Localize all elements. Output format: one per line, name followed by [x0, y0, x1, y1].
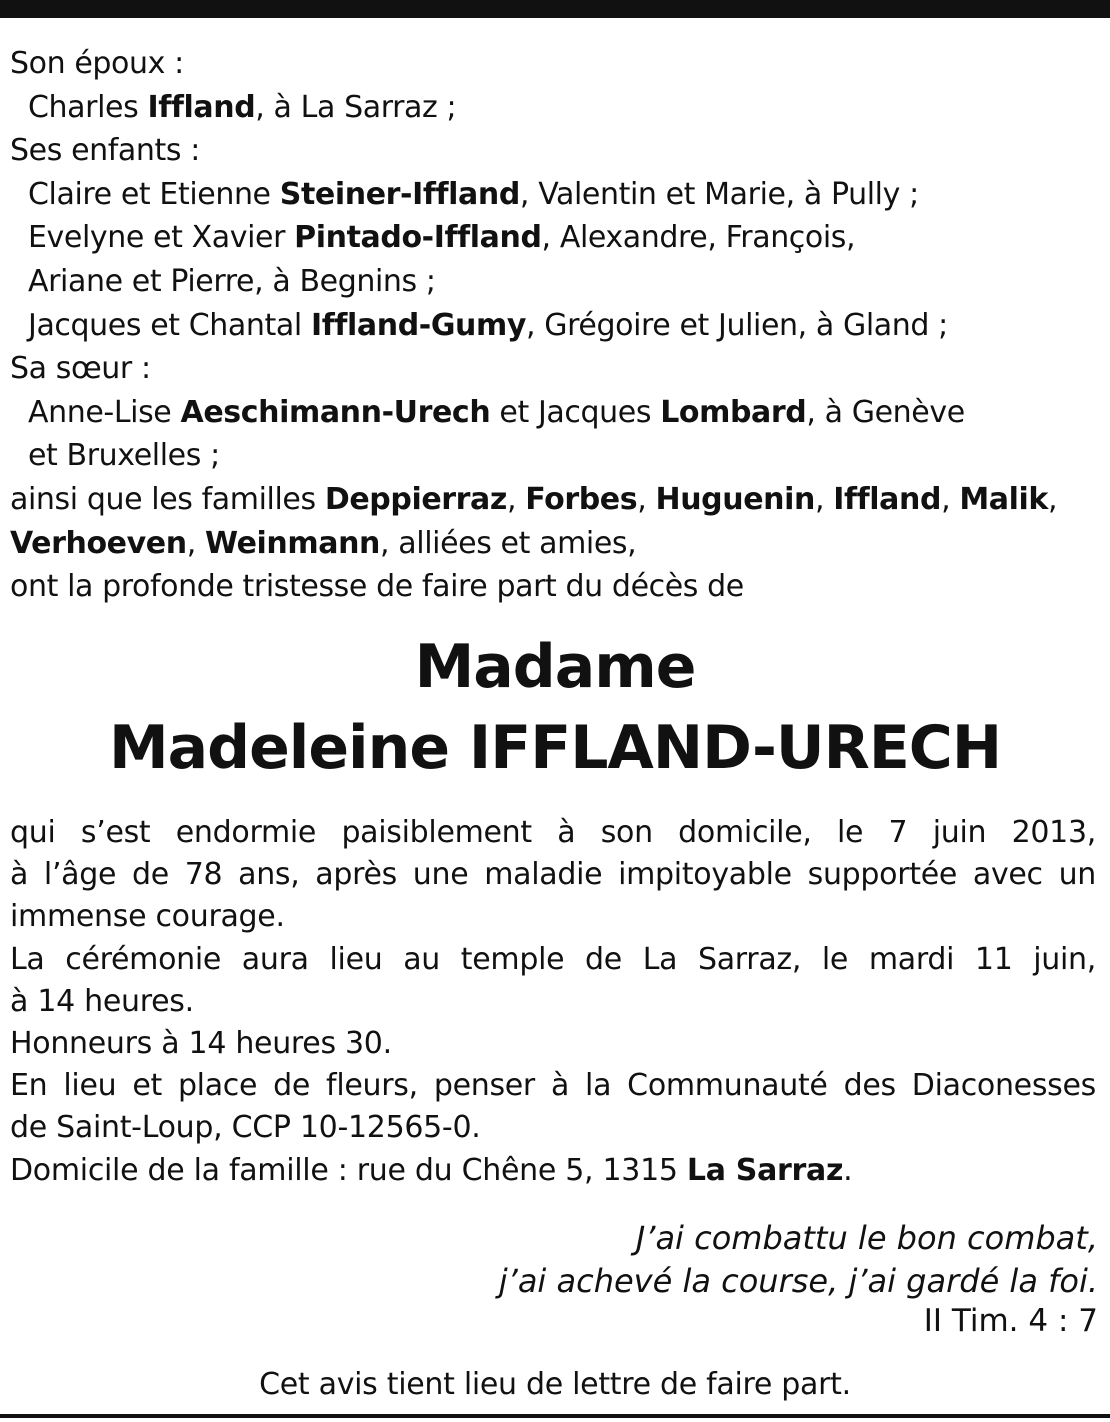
surname: Iffland: [147, 89, 256, 125]
separator: ,: [1047, 481, 1058, 517]
family-name: Verhoeven: [10, 525, 187, 561]
child-line: [10, 173, 1100, 217]
surname: Iffland-Gumy: [310, 307, 527, 343]
spouse-line: [10, 86, 1100, 130]
text: Domicile de la famille : rue du Chêne 5, 1315: [10, 1152, 687, 1188]
surname: Lombard: [660, 394, 807, 430]
place-name: La Sarraz: [686, 1152, 844, 1188]
text: Evelyne et Xavier: [28, 220, 295, 256]
text: et Jacques: [490, 394, 661, 430]
text: Anne-Lise: [28, 394, 181, 430]
detail-line: immense courage.: [10, 899, 285, 935]
family-list: [10, 42, 1100, 609]
verse-line: J’ai combattu le bon combat,: [635, 1219, 1098, 1257]
text: , Alexandre, François,: [541, 220, 856, 256]
child-line: [10, 216, 1100, 260]
sister-line: [10, 391, 1100, 435]
detail-line: à l’âge de 78 ans, après une maladie impitoyable supportée avec un: [10, 857, 1096, 893]
surname: Aeschimann-Urech: [180, 394, 491, 430]
verse-reference: II Tim. 4 : 7: [923, 1303, 1098, 1339]
separator: ,: [637, 481, 656, 517]
text: Jacques et Chantal: [28, 307, 311, 343]
text: Charles: [28, 89, 148, 125]
child-line: [10, 304, 1100, 348]
bible-verse: [499, 1217, 1098, 1303]
separator: ,: [186, 525, 205, 561]
family-name: Huguenin: [655, 481, 815, 517]
top-rule: [0, 0, 1110, 18]
family-name: Iffland: [833, 481, 942, 517]
text: ainsi que les familles: [10, 481, 325, 517]
verse-line: j’ai achevé la course, j’ai gardé la foi.: [498, 1262, 1098, 1300]
footer-note: Cet avis tient lieu de lettre de faire part.: [259, 1367, 851, 1402]
bottom-rule: [0, 1414, 1110, 1418]
family-name: Malik: [959, 481, 1048, 517]
separator: ,: [506, 481, 526, 517]
closing-line: ont la profonde tristesse de faire part du décès de: [10, 569, 744, 605]
children-heading: Ses enfants :: [10, 133, 200, 169]
detail-line: qui s’est endormie paisiblement à son domicile, le 7 juin 2013,: [10, 815, 1096, 850]
detail-line: En lieu et place de fleurs, penser à la Communauté des Diaconesses: [10, 1068, 1096, 1104]
families-line-continued: [10, 522, 1100, 566]
deceased-title: Madame: [414, 632, 696, 702]
text: , alliées et amies,: [380, 525, 637, 561]
sister-line-continued: et Bruxelles ;: [28, 438, 220, 474]
details-paragraph: [10, 812, 1096, 1192]
spouse-heading: Son époux :: [10, 46, 184, 81]
detail-line: Honneurs à 14 heures 30.: [10, 1026, 392, 1062]
surname: Pintado-Iffland: [294, 220, 542, 256]
text: , Grégoire et Julien, à Gland ;: [526, 307, 948, 343]
families-line: [10, 478, 1100, 522]
detail-line: à 14 heures.: [10, 983, 194, 1019]
sister-heading: Sa sœur :: [10, 351, 151, 387]
family-name: Forbes: [525, 481, 638, 517]
address-line: [10, 1150, 1096, 1192]
family-name: Deppierraz: [324, 481, 507, 517]
text: .: [843, 1152, 853, 1188]
separator: ,: [941, 481, 960, 517]
text: , à Genève: [806, 394, 965, 430]
family-name: Weinmann: [204, 525, 381, 561]
text: Claire et Etienne: [28, 176, 280, 212]
detail-line: La cérémonie aura lieu au temple de La Sarraz, le mardi 11 juin,: [10, 941, 1096, 977]
child-line-continued: Ariane et Pierre, à Begnins ;: [28, 263, 436, 299]
detail-line: de Saint-Loup, CCP 10-12565-0.: [10, 1110, 481, 1146]
surname: Steiner-Iffland: [279, 176, 520, 212]
text: , Valentin et Marie, à Pully ;: [519, 176, 919, 212]
separator: ,: [814, 481, 834, 517]
text: , à La Sarraz ;: [255, 89, 457, 125]
deceased-name: Madeleine IFFLAND-URECH: [108, 713, 1002, 783]
